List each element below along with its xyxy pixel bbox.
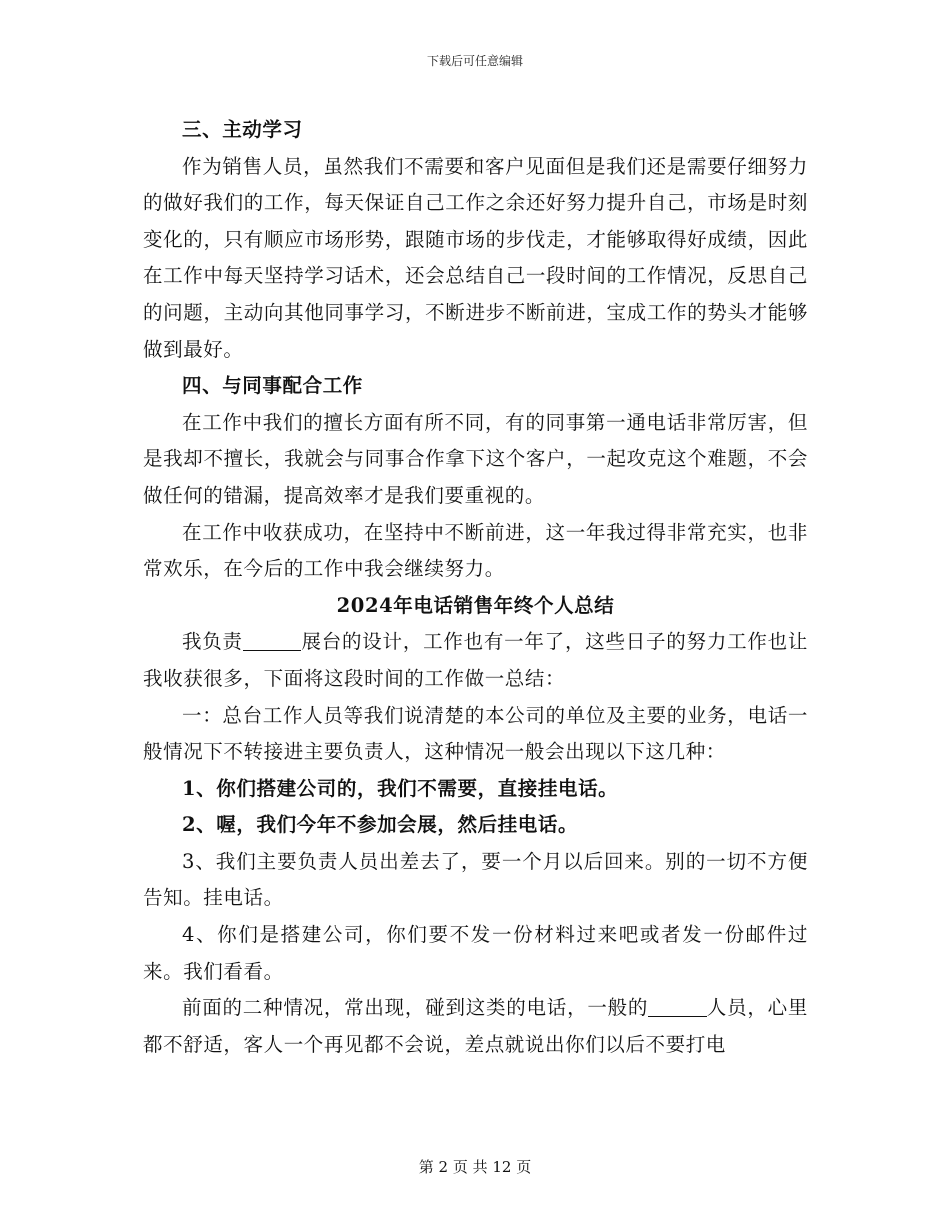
list-item-4: 4、你们是搭建公司，你们要不发一份材料过来吧或者发一份邮件过来。我们看看。 <box>143 923 808 983</box>
last-text-start: 前面的二种情况，常出现，碰到这类的电话，一般的 <box>182 996 649 1020</box>
page-number: 第 2 页 共 12 页 <box>418 1158 532 1176</box>
section-heading-3: 三、主动学习 <box>182 118 303 141</box>
document-body <box>143 112 808 1063</box>
fill-blank <box>243 631 302 652</box>
section-paragraph-4: 在工作中我们的擅长方面有所不同，有的同事第一通电话非常厉害，但是我却不擅长，我就会与同事合作拿下这个客户，一起攻克这个难题，不会做任何的错漏，提高效率才是我们要重视的。 <box>143 410 808 507</box>
closing-paragraph: 在工作中收获成功，在坚持中不断前进，这一年我过得非常充实，也非常欢乐，在今后的工作中我会继续努力。 <box>143 520 808 581</box>
intro-paragraph <box>143 624 808 697</box>
document-title: 2024年电话销售年终个人总结 <box>336 593 615 617</box>
last-paragraph <box>143 990 808 1063</box>
intro-text-start: 我负责 <box>182 630 243 654</box>
list-item-2: 2、喔，我们今年不参加会展，然后挂电话。 <box>182 813 579 837</box>
last-text-end: 人员，心里都不舒适，客人一个再见都不会说，差点就说出你们以后不要打电 <box>143 996 808 1056</box>
fill-blank <box>648 997 707 1018</box>
section-heading-4: 四、与同事配合工作 <box>182 374 363 398</box>
intro-text-end: 展台的设计，工作也有一年了，这些日子的努力工作也让我收获很多，下面将这段时间的工作做一总结： <box>143 630 808 690</box>
list-item-1: 1、你们搭建公司的，我们不需要，直接挂电话。 <box>182 776 619 800</box>
point-one-paragraph: 一：总台工作人员等我们说清楚的本公司的单位及主要的业务，电话一般情况下不转接进主要负责人，这种情况一般会出现以下这几种： <box>143 703 808 764</box>
section-paragraph-3: 作为销售人员，虽然我们不需要和客户见面但是我们还是需要仔细努力的做好我们的工作，每天保证自己工作之余还好努力提升自己，市场是时刻变化的，只有顺应市场形势，跟随市场的步伐走，才能够取得好成绩，因此在工作中每天坚持学习话术，还会总结自己一段时间的工作情况，反思自己的问题，主动向其他同事学习，不断进步不断前进，宝成工作的势头才能够做到最好。 <box>143 154 808 361</box>
header-note: 下载后可任意编辑 <box>426 54 523 68</box>
list-item-3: 3、我们主要负责人员出差去了，要一个月以后回来。别的一切不方便告知。挂电话。 <box>143 849 808 910</box>
